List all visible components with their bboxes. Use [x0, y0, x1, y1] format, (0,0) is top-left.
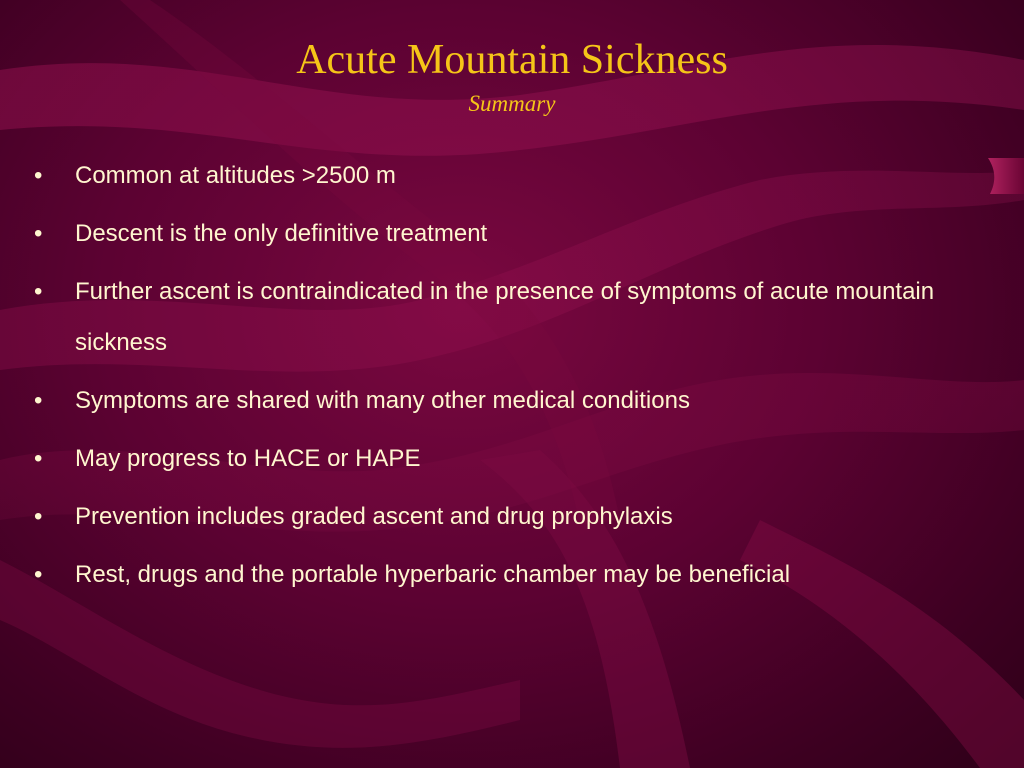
- bullet-item: [30, 150, 1000, 201]
- bullet-icon: •: [34, 387, 43, 414]
- slide-title: Acute Mountain Sickness: [296, 37, 728, 83]
- bullet-item: [30, 549, 1000, 600]
- bullet-text: May progress to HACE or HAPE: [75, 445, 421, 472]
- bullet-icon: •: [34, 162, 43, 189]
- bullet-text: Further ascent is contraindicated in the presence of symptoms of acute mountain sickness: [75, 278, 935, 356]
- bullet-list: [30, 150, 1000, 607]
- bullet-text: Prevention includes graded ascent and drug prophylaxis: [75, 503, 673, 530]
- bullet-text: Common at altitudes >2500 m: [75, 162, 396, 189]
- slide-subtitle: Summary: [468, 91, 556, 116]
- bullet-icon: •: [34, 503, 43, 530]
- bullet-text: Rest, drugs and the portable hyperbaric chamber may be beneficial: [75, 561, 791, 588]
- bullet-icon: •: [34, 445, 43, 472]
- bullet-item: [30, 266, 1000, 368]
- bullet-icon: •: [34, 220, 43, 247]
- bullet-text: Descent is the only definitive treatment: [75, 220, 488, 247]
- bullet-item: [30, 491, 1000, 542]
- bullet-text: Symptoms are shared with many other medical conditions: [75, 387, 690, 414]
- bullet-item: [30, 433, 1000, 484]
- bullet-item: [30, 208, 1000, 259]
- bullet-item: [30, 375, 1000, 426]
- bullet-icon: •: [34, 561, 43, 588]
- bullet-icon: •: [34, 278, 43, 305]
